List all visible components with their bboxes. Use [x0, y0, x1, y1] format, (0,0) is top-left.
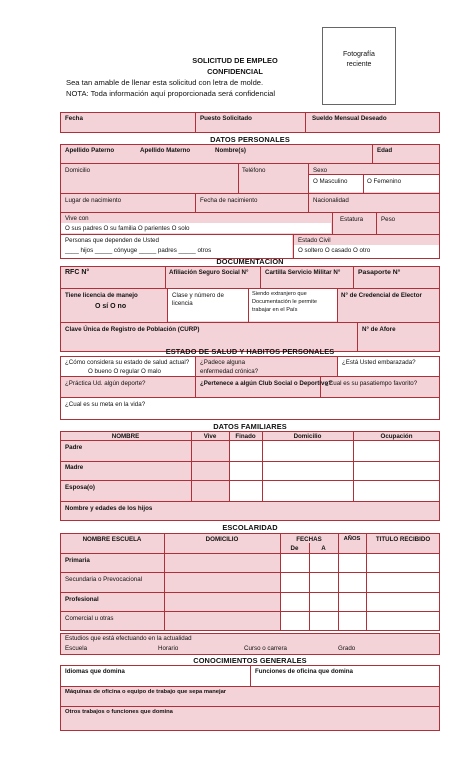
imss-field[interactable]: Afiliación Seguro Social N°	[169, 269, 249, 276]
esc-row-comercial[interactable]: Comercial u otras	[65, 615, 114, 622]
esc-col-titulo: TITULO RECIBIDO	[375, 536, 431, 543]
credencial-elector-field[interactable]: N° de Credencial de Elector	[341, 292, 422, 299]
domicilio-field[interactable]: Domicilio	[65, 167, 91, 174]
section-datos-personales: DATOS PERSONALES	[210, 135, 290, 144]
sexo-label: Sexo	[313, 167, 328, 174]
pasaporte-field[interactable]: Pasaporte N°	[358, 269, 401, 276]
estado-civil-options[interactable]: O soltero O casado O otro	[298, 247, 371, 254]
otros-trabajos-field[interactable]: Otros trabajos o funciones que domina	[65, 709, 173, 715]
section-conocimientos: CONOCIMIENTOS GENERALES	[193, 656, 307, 665]
meta-question[interactable]: ¿Cual es su meta en la vida?	[65, 401, 146, 408]
fecha-field[interactable]: Fecha	[65, 115, 83, 122]
puesto-field[interactable]: Puesto Solicitado	[200, 115, 252, 122]
apellido-paterno-field[interactable]: Apellido Paterno	[65, 147, 115, 154]
estudios-curso-field[interactable]: Curso o carrera	[244, 645, 287, 652]
esc-col-fechas: FECHAS	[296, 536, 322, 543]
esc-col-nombre: NOMBRE ESCUELA	[82, 536, 142, 543]
embarazada-question[interactable]: ¿Está Usted embarazada?	[342, 359, 416, 366]
esc-col-fechas-de: De	[290, 545, 299, 552]
funciones-oficina-field[interactable]: Funciones de oficina que domina	[255, 668, 353, 675]
photo-label-2: reciente	[346, 61, 372, 68]
maquinas-oficina-field[interactable]: Máquinas de oficina o equipo de trabajo que sepa manejar	[65, 689, 227, 695]
vive-con-label: Vive con	[65, 215, 89, 222]
lugar-nacimiento-field[interactable]: Lugar de nacimiento	[65, 197, 122, 204]
fam-row-madre[interactable]: Madre	[65, 464, 84, 471]
section-escolaridad: ESCOLARIDAD	[222, 523, 278, 532]
pasatiempo-question[interactable]: ¿Cual es su pasatiempo favorito?	[325, 380, 418, 387]
dependientes-label: Personas que dependen de Usted	[65, 237, 159, 244]
afore-field[interactable]: N° de Afore	[362, 326, 396, 333]
photo-label-1: Fotografía	[343, 51, 375, 58]
dependientes-options[interactable]: ____ hijos _____ cónyuge _____ padres _____ otros	[65, 247, 212, 254]
rfc-field[interactable]: RFC N°	[65, 269, 90, 276]
fecha-nacimiento-field[interactable]: Fecha de nacimiento	[200, 197, 258, 204]
esc-col-fechas-a: A	[321, 545, 326, 552]
sueldo-field[interactable]: Sueldo Mensual Deseado	[312, 115, 387, 122]
peso-field[interactable]: Peso	[381, 216, 396, 223]
fam-row-padre[interactable]: Padre	[65, 444, 83, 451]
fam-col-finado: Finado	[235, 433, 256, 440]
esc-row-secundaria[interactable]: Secundaria o Prevocacional	[65, 576, 143, 583]
salud-actual-question: ¿Cómo considera su estado de salud actual?	[65, 359, 190, 366]
idiomas-field[interactable]: Idiomas que domina	[65, 668, 125, 675]
clase-licencia-label-2: licencia	[172, 300, 193, 307]
estudios-horario-field[interactable]: Horario	[158, 645, 179, 652]
esc-row-profesional[interactable]: Profesional	[65, 596, 99, 603]
form-title: SOLICITUD DE EMPLEO	[192, 56, 278, 65]
enfermedad-cronica-question-1[interactable]: ¿Padece alguna	[200, 359, 246, 366]
club-question[interactable]: ¿Pertenece a algún Club Social o Deportivo?	[200, 380, 333, 387]
nacionalidad-field[interactable]: Nacionalidad	[313, 197, 349, 204]
edad-field[interactable]: Edad	[377, 147, 393, 154]
fam-col-ocupacion: Ocupación	[380, 433, 413, 440]
estado-civil-label: Estado Civil	[298, 237, 331, 244]
apellido-materno-field[interactable]: Apellido Materno	[140, 147, 191, 154]
licencia-label: Tiene licencia de manejo	[65, 292, 138, 299]
licencia-options[interactable]: O sí O no	[95, 303, 127, 310]
form-subtitle: CONFIDENCIAL	[207, 67, 263, 76]
esc-col-anos: AÑOS	[343, 536, 361, 542]
salud-actual-options[interactable]: O bueno O regular O malo	[88, 368, 161, 375]
estudios-actuales-label: Estudios que está efectuando en la actualidad	[65, 635, 192, 642]
sexo-femenino-radio[interactable]: O Femenino	[367, 178, 402, 185]
estudios-escuela-field[interactable]: Escuela	[65, 645, 88, 652]
nombres-field[interactable]: Nombre(s)	[215, 147, 246, 154]
deporte-question[interactable]: ¿Práctica Ud. algún deporte?	[65, 380, 146, 387]
esc-col-domicilio: DOMICILIO	[205, 536, 239, 543]
clase-licencia-label-1: Clase y número de	[172, 292, 224, 299]
section-documentacion: DOCUMENTACION	[216, 257, 284, 266]
form-note-2: NOTA: Toda información aquí proporcionada será confidencial	[66, 89, 276, 98]
section-familiares: DATOS FAMILIARES	[213, 422, 287, 431]
estudios-grado-field[interactable]: Grado	[338, 645, 356, 652]
fam-row-esposa[interactable]: Esposa(o)	[65, 484, 95, 491]
vive-con-options[interactable]: O sus padres O su familia O parientes O solo	[65, 225, 190, 232]
extranjero-label-3: trabajar en el País	[252, 307, 298, 313]
extranjero-label-2: Documentación le permite	[252, 299, 317, 305]
fam-row-hijos[interactable]: Nombre y edades de los hijos	[65, 505, 153, 512]
telefono-field[interactable]: Teléfono	[242, 167, 266, 174]
fam-col-domicilio: Domicilio	[293, 433, 322, 440]
section-salud: ESTADO DE SALUD Y HABITOS PERSONALES	[165, 347, 335, 356]
fam-col-vive: Vive	[203, 433, 217, 440]
fam-col-nombre: NOMBRE	[111, 433, 140, 440]
extranjero-label-1: Siendo extranjero que	[252, 291, 307, 297]
form-note-1: Sea tan amable de llenar esta solicitud con letra de molde.	[66, 78, 264, 87]
esc-row-primaria[interactable]: Primaria	[65, 557, 90, 564]
cartilla-field[interactable]: Cartilla Servicio Militar N°	[265, 269, 341, 276]
estatura-field[interactable]: Estatura	[340, 216, 364, 223]
sexo-masculino-radio[interactable]: O Masculino	[313, 178, 348, 185]
curp-field[interactable]: Clave Única de Registro de Población (CURP)	[65, 326, 200, 333]
enfermedad-cronica-question-2[interactable]: enfermedad crónica?	[200, 368, 259, 375]
